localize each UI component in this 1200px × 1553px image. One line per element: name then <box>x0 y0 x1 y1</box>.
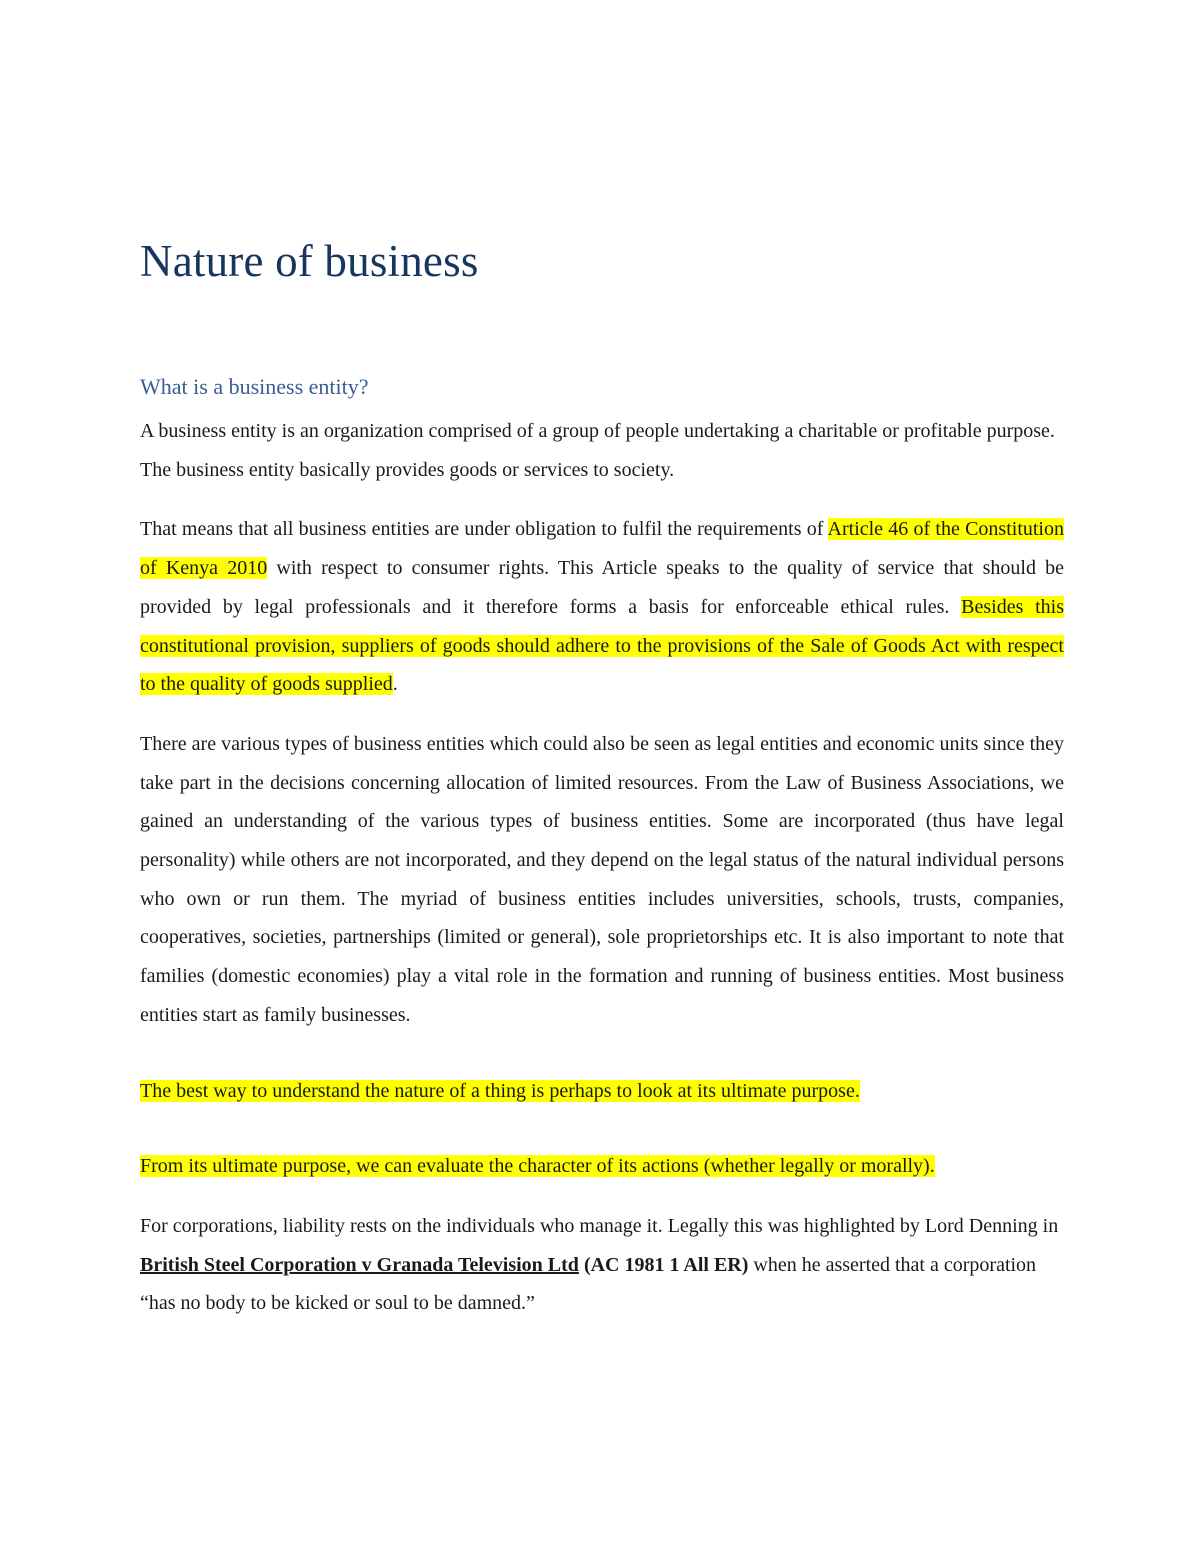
highlighted-text: Besides this constitutional provision, suppliers of goods should adhere to the provisions of the Sale of Goods Act with respect to the quality of goods supplied <box>140 595 1064 696</box>
text-run: That means that all business entities are under obligation to fulfil the requirements of <box>140 518 828 541</box>
case-citation: (AC 1981 1 All ER) <box>583 1253 749 1276</box>
paragraph-liability <box>140 1207 1064 1323</box>
document-content <box>140 232 1064 1344</box>
paragraph-purpose <box>140 1072 1064 1111</box>
highlighted-text: Article 46 of the Constitution of Kenya 2010 <box>140 518 1064 580</box>
case-name: British Steel Corporation v Granada Television Ltd <box>140 1253 579 1276</box>
text-run: . <box>392 673 398 696</box>
text-run: with respect to consumer rights. This Article speaks to the quality of service that should be provided by legal professionals and it therefore forms a basis for enforceable ethical rules. <box>140 557 1064 618</box>
document-title: Nature of business <box>140 236 479 286</box>
text-run: For corporations, liability rests on the individuals who manage it. Legally this was highlighted by Lord Denning in <box>140 1214 1059 1237</box>
text-run: when he asserted that a corporation “has no body to be kicked or soul to be damned.” <box>140 1253 1037 1315</box>
highlighted-text: The best way to understand the nature of a thing is perhaps to look at its ultimate purpose. <box>140 1079 860 1102</box>
paragraph-obligation <box>140 510 1064 704</box>
section-heading: What is a business entity? <box>140 374 369 399</box>
highlighted-text: From its ultimate purpose, we can evaluate the character of its actions (whether legally or morally). <box>140 1155 935 1178</box>
paragraph-entity-types: There are various types of business entities which could also be seen as legal entities and economic units since they take part in the decisions concerning allocation of limited resources. From the Law of Business Associations, we gained an understanding of the various types of business entities. Some are incorporated (thus have legal personality) while others are not incorporated, and they depend on the legal status of the natural individual persons who own or run them. The myriad of business entities includes universities, schools, trusts, companies, cooperatives, societies, partnerships (limited or general), sole proprietorships etc. It is also important to note that families (domestic economies) play a vital role in the formation and running of business entities. Most business entities start as family businesses. <box>140 732 1064 1026</box>
paragraph-character <box>140 1147 1064 1186</box>
paragraph-definition: A business entity is an organization comprised of a group of people undertaking a charitable or profitable purpose. The business entity basically provides goods or services to society. <box>140 420 1055 481</box>
